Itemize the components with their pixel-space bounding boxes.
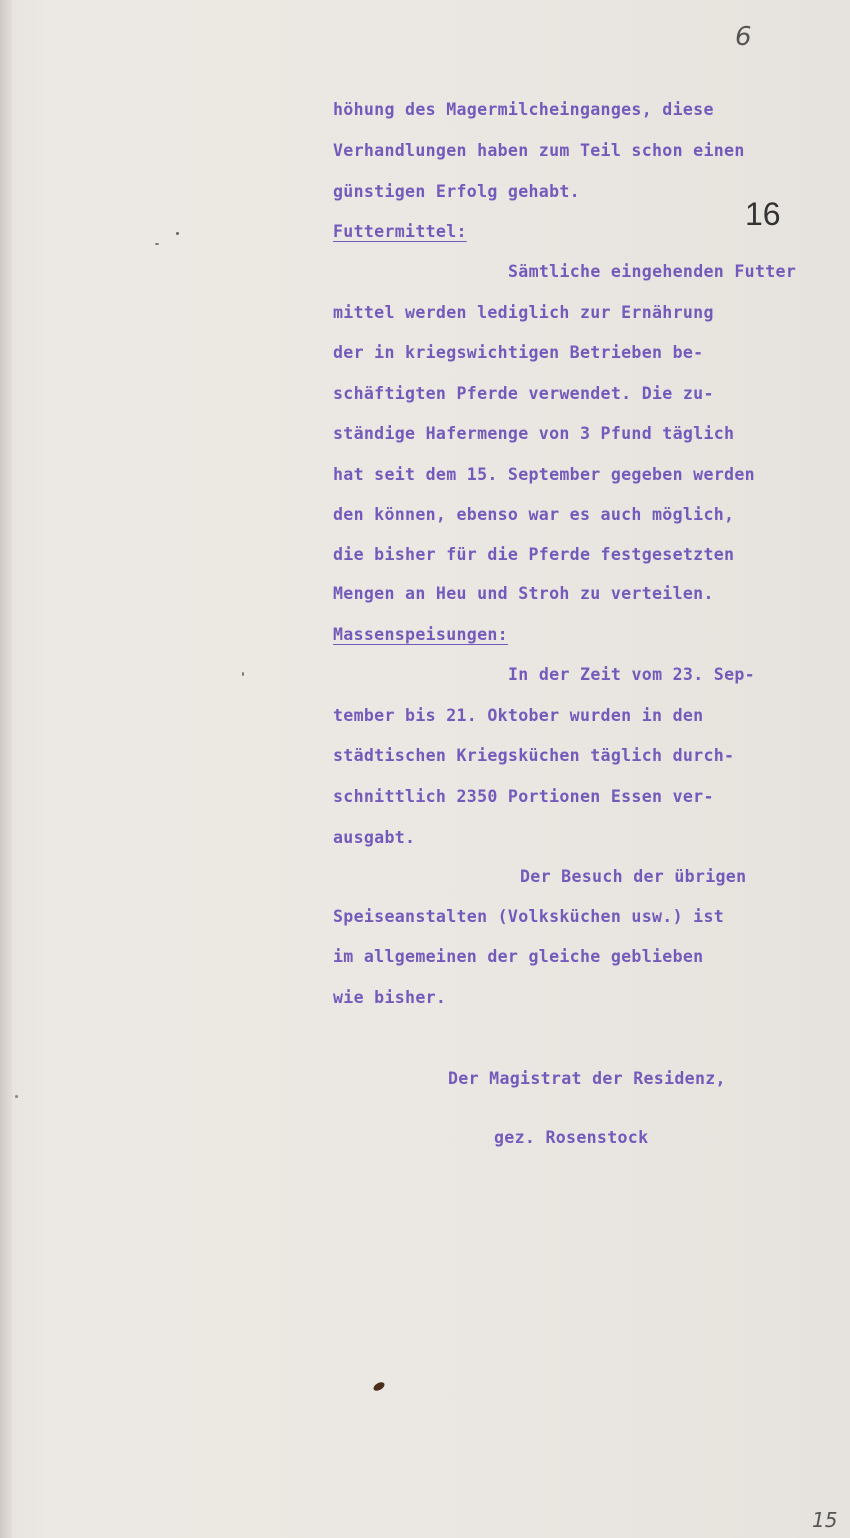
page-edge-shadow <box>0 0 12 1538</box>
text-line-6: der in kriegswichtigen Betrieben be- <box>333 343 704 362</box>
paper-speck <box>176 232 179 235</box>
text-line-2: Verhandlungen haben zum Teil schon einen <box>333 141 745 160</box>
text-line-14: tember bis 21. Oktober wurden in den <box>333 706 704 725</box>
text-line-11: die bisher für die Pferde festgesetzten <box>333 545 735 564</box>
paper-speck <box>155 243 159 245</box>
text-line-4: Sämtliche eingehenden Futter <box>508 262 797 281</box>
text-line-1: höhung des Magermilcheinganges, diese <box>333 100 714 119</box>
paper-speck <box>15 1095 18 1098</box>
text-line-5: mittel werden lediglich zur Ernährung <box>333 303 714 322</box>
text-line-7: schäftigten Pferde verwendet. Die zu- <box>333 384 714 403</box>
text-line-19: Speiseanstalten (Volksküchen usw.) ist <box>333 907 725 926</box>
text-line-8: ständige Hafermenge von 3 Pfund täglich <box>333 424 735 443</box>
heading-massenspeisungen: Massenspeisungen: <box>333 625 508 644</box>
heading-futtermittel: Futtermittel: <box>333 222 467 241</box>
text-line-21: wie bisher. <box>333 988 447 1007</box>
paper-speck <box>242 672 244 676</box>
text-line-16: schnittlich 2350 Portionen Essen ver- <box>333 787 714 806</box>
text-line-12: Mengen an Heu und Stroh zu verteilen. <box>333 584 714 603</box>
text-line-3: günstigen Erfolg gehabt. <box>333 182 580 201</box>
text-line-17: ausgabt. <box>333 828 416 847</box>
text-line-18: Der Besuch der übrigen <box>520 867 747 886</box>
text-line-20: im allgemeinen der gleiche geblieben <box>333 947 704 966</box>
handwritten-page-number: 15 <box>812 1508 838 1532</box>
text-line-10: den können, ebenso war es auch möglich, <box>333 505 735 524</box>
signature-authority: Der Magistrat der Residenz, <box>448 1069 726 1088</box>
signature-name: gez. Rosenstock <box>494 1128 649 1147</box>
text-line-9: hat seit dem 15. September gegeben werden <box>333 465 755 484</box>
paper-stain <box>372 1380 386 1392</box>
text-line-15: städtischen Kriegsküchen täglich durch- <box>333 746 735 765</box>
page-number-stamp: 16 <box>745 196 781 232</box>
text-line-13: In der Zeit vom 23. Sep- <box>508 665 755 684</box>
handwritten-folio-number: 6 <box>735 22 752 52</box>
